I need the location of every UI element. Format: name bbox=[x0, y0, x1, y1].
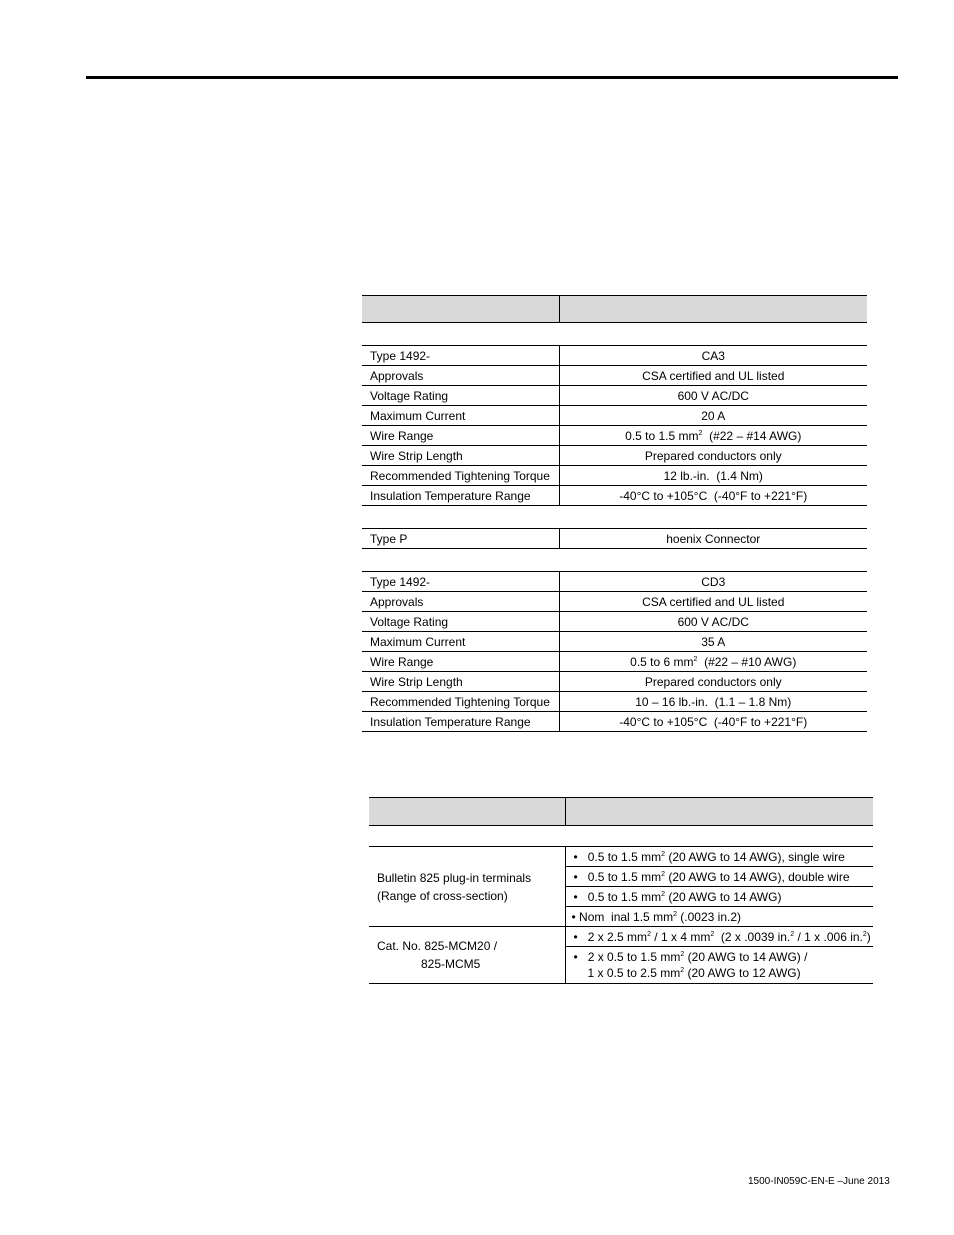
table-row: Wire Range 0.5 to 1.5 $mm^2$ (#22 – #14 AWG) bbox=[362, 426, 867, 446]
table-row: Voltage Rating 600 V AC/DC bbox=[362, 612, 867, 632]
table-row: Approvals CSA certified and UL listed bbox=[362, 592, 867, 612]
top-rule bbox=[86, 76, 898, 79]
table-row: • 0.5 to 1.5 $mm^2$ (20 AWG to 14 AWG), double wire bbox=[369, 867, 873, 887]
table-row: Bulletin 825 plug-in terminals (Range of cross-section) • 0.5 to 1.5 $mm^2$ (20 AWG to 14 AWG), single wire bbox=[369, 847, 873, 867]
table-row: Type P hoenix Connector bbox=[362, 529, 867, 549]
table-row: Wire Range 0.5 to 6 $mm^2$ (#22 – #10 AWG) bbox=[362, 652, 867, 672]
table-row: Approvals CSA certified and UL listed bbox=[362, 366, 867, 386]
table-row: Wire Strip Length Prepared conductors only bbox=[362, 446, 867, 466]
table-row: • Nom inal 1.5 $mm^2$ (.0023 in.2) bbox=[369, 907, 873, 927]
table-row: Maximum Current 20 A bbox=[362, 406, 867, 426]
table-row: Cat. No. 825-MCM20 / 825-MCM5 • 2 x 2.5 $mm^2 / 1$ x 4 $mm^2$ (2 x .0039 in.$^2$ / 1 x .006 in.$^2$) bbox=[369, 927, 873, 947]
specifications-table bbox=[362, 295, 867, 732]
table-row: • 0.5 to 1.5 $mm^2$ (20 AWG to 14 AWG) bbox=[369, 887, 873, 907]
table-row: Type 1492- CD3 bbox=[362, 572, 867, 592]
bulletin-825-label: Bulletin 825 plug-in terminals (Range of cross-section) bbox=[369, 847, 565, 927]
table-row: Type 1492- CA3 bbox=[362, 346, 867, 366]
table-row: Maximum Current 35 A bbox=[362, 632, 867, 652]
table-row: Insulation Temperature Range -40°C to +105°C (-40°F to +221°F) bbox=[362, 486, 867, 506]
table-header-row bbox=[362, 296, 867, 323]
table-row: Recommended Tightening Torque 10 – 16 lb.-in. (1.1 – 1.8 Nm) bbox=[362, 692, 867, 712]
table-header-row bbox=[369, 798, 873, 826]
wire-range-table bbox=[369, 797, 873, 984]
footer-publication-number: 1500-IN059C-EN-E –June 2013 bbox=[748, 1176, 890, 1187]
table-row: Voltage Rating 600 V AC/DC bbox=[362, 386, 867, 406]
table-row: • 2 x 0.5 to 1.5 $mm^2$ (20 AWG to 14 AWG) / 1 x 0.5 to 2.5 $mm^2$ (20 AWG to 12 AWG) bbox=[369, 947, 873, 984]
cat-no-825-mcm-label: Cat. No. 825-MCM20 / 825-MCM5 bbox=[369, 927, 565, 984]
table-row: Insulation Temperature Range -40°C to +105°C (-40°F to +221°F) bbox=[362, 712, 867, 732]
table-row: Wire Strip Length Prepared conductors only bbox=[362, 672, 867, 692]
table-row: Recommended Tightening Torque 12 lb.-in. (1.4 Nm) bbox=[362, 466, 867, 486]
